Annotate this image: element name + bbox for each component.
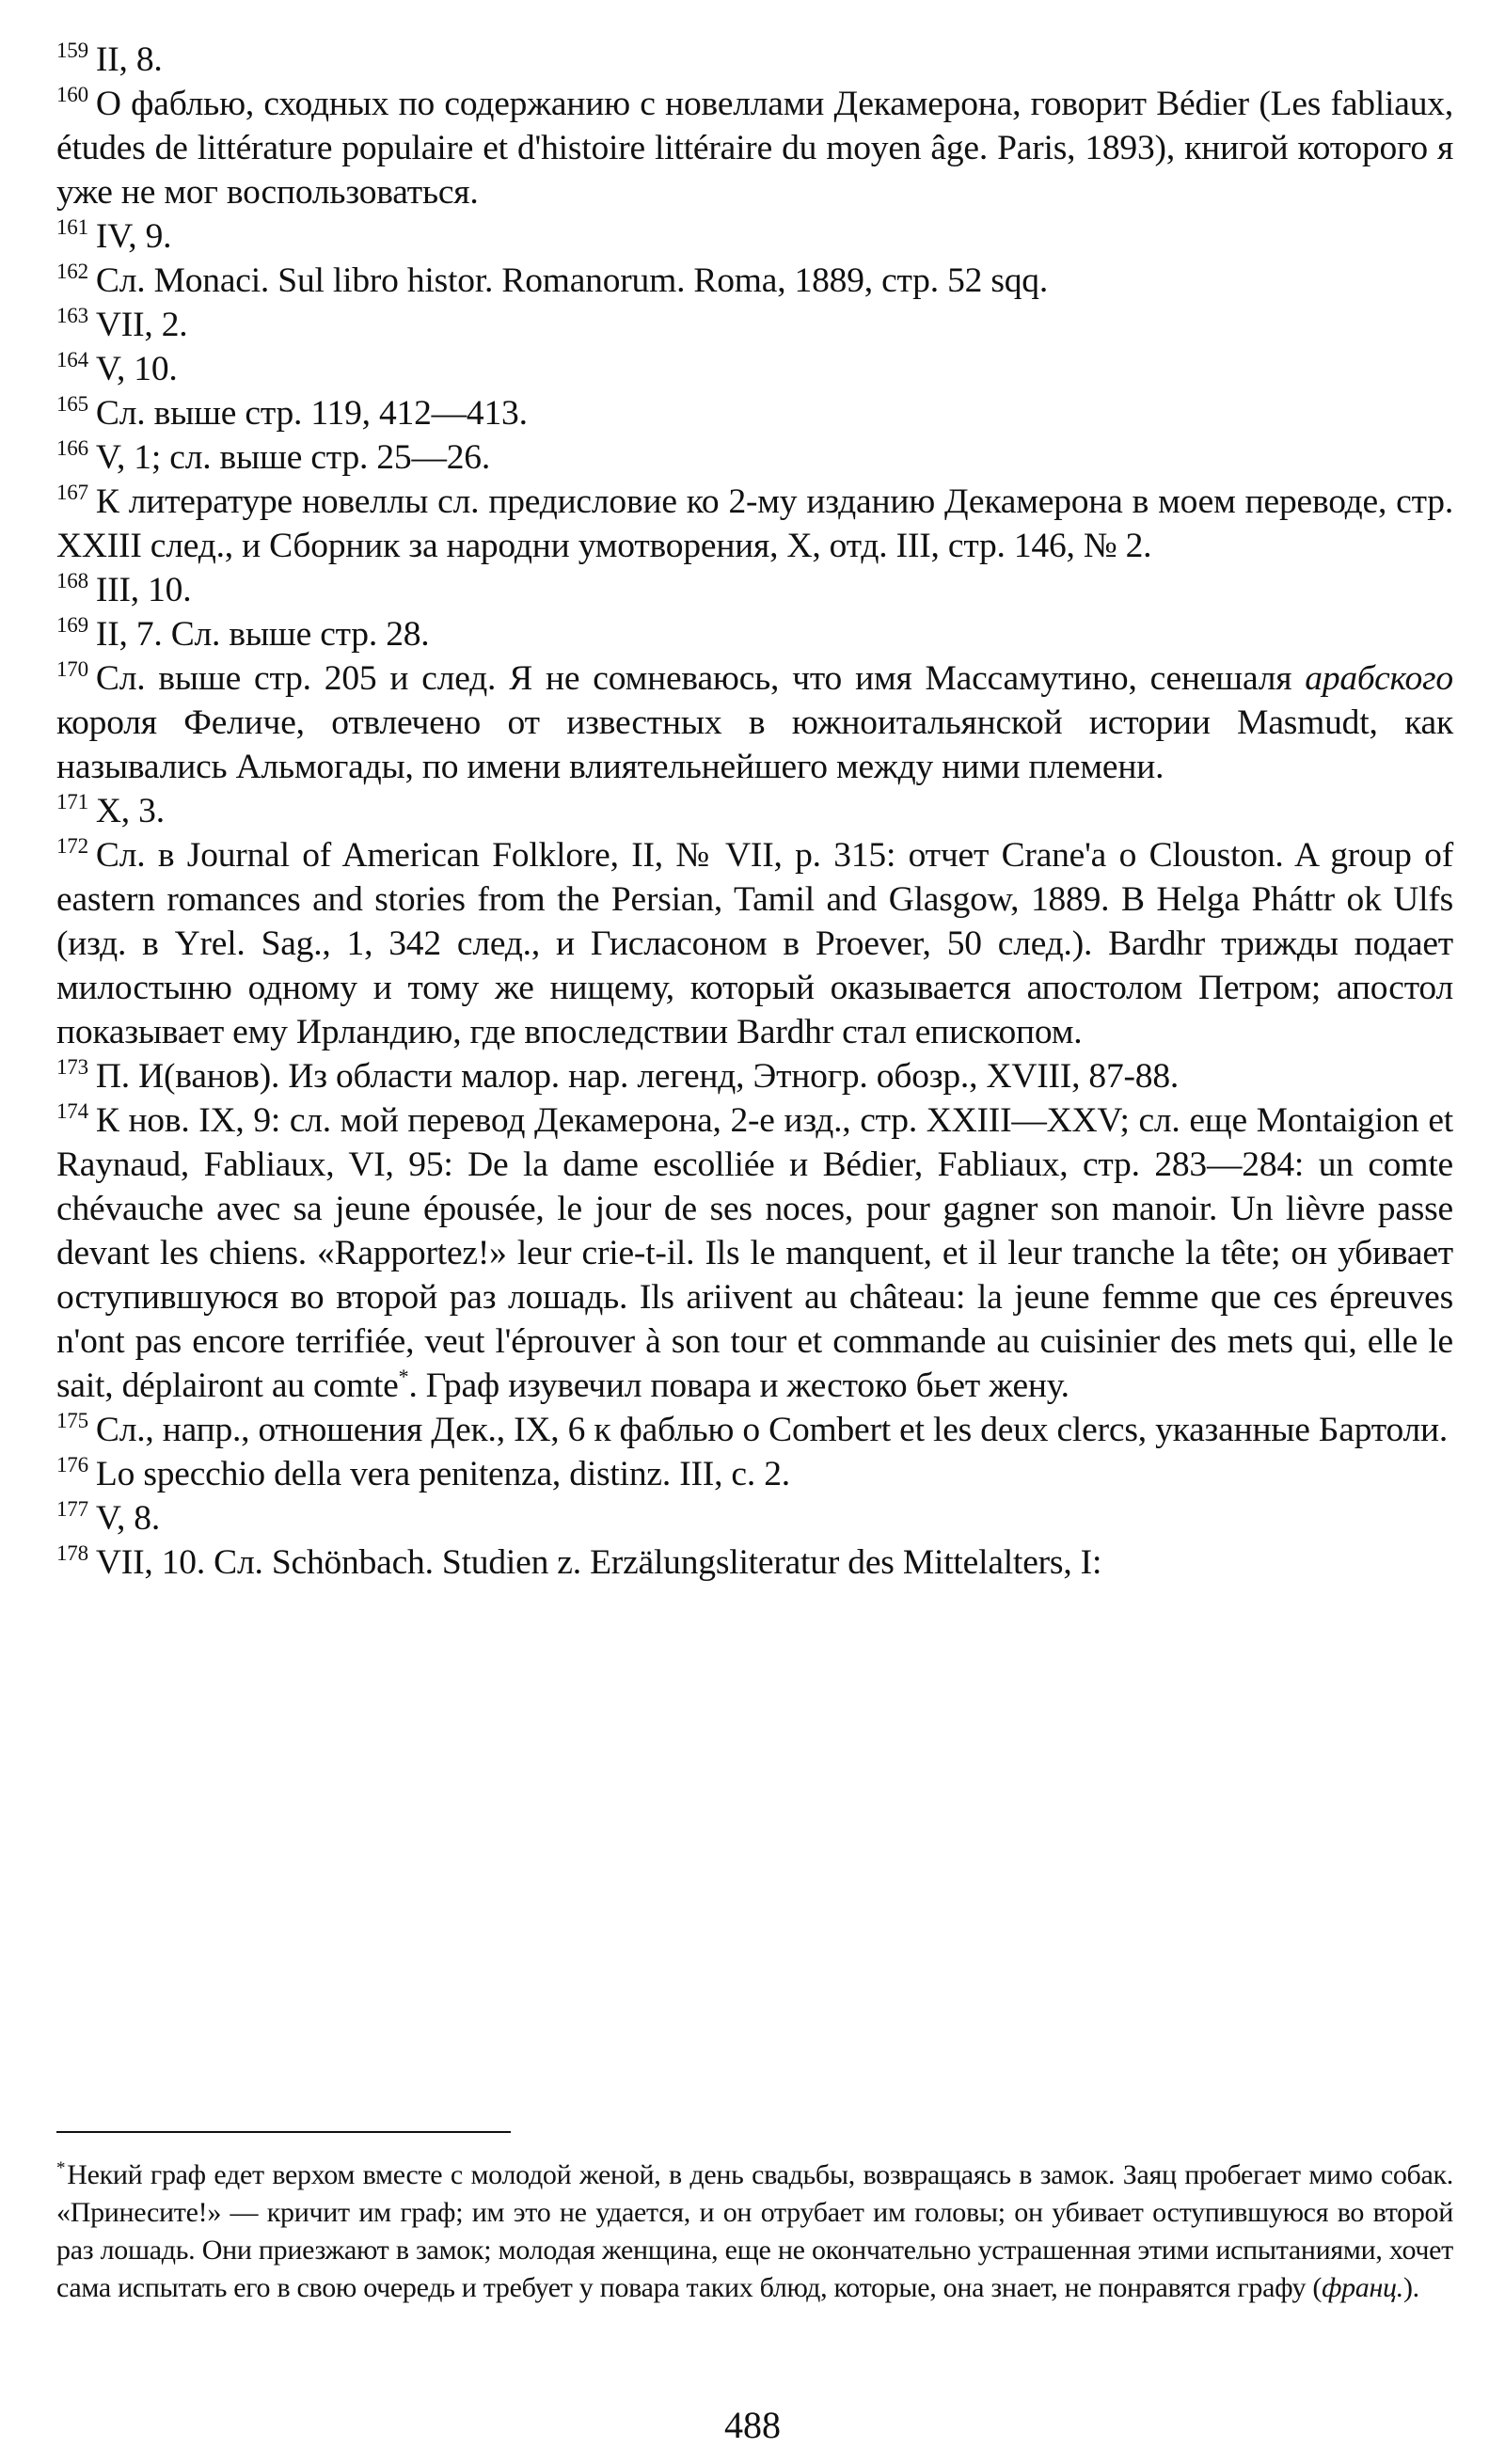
page-number: 488	[724, 2404, 781, 2446]
footnote-text: Некий граф едет верхом вместе с молодой женой, в день свадьбы, возвращаясь в замок. Заяц пробегает мимо собак. «Принесите!» — кричит им граф; им это не удается, и он отрубает им головы; он убивает оступившуюся во второй раз лошадь. Они приезжают в замок; молодая женщина, еще не окончательно устрашенная этими испытаниями, хочет сама испытать его в свою очередь и требует у повара таких блюд, которые, она знает, не понравятся графу (	[56, 2159, 1453, 2303]
endnote-170	[56, 656, 1453, 789]
endnote-text: Сл. выше стр. 205 и след. Я не сомневаюсь, что имя Массамутино, сенешаля	[95, 659, 1306, 698]
endnote-164	[56, 347, 1453, 391]
endnote-number: 159	[56, 39, 88, 62]
endnote-172	[56, 833, 1453, 1054]
endnote-161	[56, 214, 1453, 259]
endnote-168	[56, 568, 1453, 612]
endnote-text: V, 8.	[95, 1499, 161, 1538]
endnote-number: 162	[56, 260, 88, 283]
endnote-italic-word: арабского	[1305, 659, 1453, 698]
endnotes-list	[56, 38, 1453, 1585]
endnote-number: 174	[56, 1099, 88, 1123]
endnote-165	[56, 391, 1453, 435]
endnote-text-continued: . Граф изувечил повара и жестоко бьет жену.	[408, 1366, 1069, 1405]
footnote-italic-abbrev: франц.	[1322, 2272, 1403, 2303]
endnote-163	[56, 303, 1453, 347]
endnote-number: 178	[56, 1541, 88, 1565]
endnote-text: VII, 10. Сл. Schönbach. Studien z. Erzälungsliteratur des Mittelalters, I:	[95, 1543, 1102, 1582]
endnote-number: 165	[56, 392, 88, 416]
endnote-text: Сл., напр., отношения Дек., IX, 6 к фаблью о Combert et les deux clercs, указанные Бартоли.	[95, 1411, 1449, 1449]
page-body	[56, 38, 1453, 1585]
endnote-text: Lo specchio della vera penitenza, distinz. III, c. 2.	[95, 1455, 790, 1493]
endnote-text: Сл. Monaci. Sul libro histor. Romanorum. Roma, 1889, стр. 52 sqq.	[95, 261, 1049, 300]
endnote-171	[56, 789, 1453, 833]
endnote-text: К нов. IX, 9: сл. мой перевод Декамерона, 2-е изд., стр. XXIII—XXV; сл. еще Montaigion et Raynaud, Fabliaux, VI, 95: De la dame escolliée и Bédier, Fabliaux, стр. 283—284: un comte chévauche avec sa jeune épousée, le jour de ses noces, pour gagner son manoir. Un lièvre passe devant les chiens. «Rapportez!» leur crie-t-il. Ils le manquent, et il leur tranche la tête; он убивает оступившуюся во второй раз лошадь. Ils ariivent au château: la jeune femme que ces épreuves n'ont pas encore terrifiée, veut l'éprouver à son tour et commande au cuisinier des mets qui, elle le sait, déplairont au comte	[56, 1101, 1453, 1405]
endnote-number: 164	[56, 348, 88, 371]
endnote-number: 167	[56, 481, 88, 504]
endnote-text: Сл. выше стр. 119, 412—413.	[95, 394, 528, 433]
footnote	[56, 2156, 1453, 2307]
endnote-text: VII, 2.	[95, 306, 188, 344]
endnote-text: К литературе новеллы сл. предисловие ко 2-му изданию Декамерона в моем переводе, стр. XXIII след., и Сборник за народни умотворения, X, отд. III, стр. 146, № 2.	[56, 482, 1453, 565]
endnote-text: IV, 9.	[95, 217, 172, 256]
endnote-number: 163	[56, 304, 88, 327]
endnote-166	[56, 435, 1453, 480]
endnote-number: 166	[56, 436, 88, 460]
endnote-text: III, 10.	[95, 571, 192, 609]
endnote-number: 168	[56, 569, 88, 592]
endnote-text: X, 3.	[95, 792, 165, 830]
endnote-number: 177	[56, 1497, 88, 1521]
endnote-169	[56, 612, 1453, 656]
endnote-number: 171	[56, 790, 88, 813]
endnote-number: 161	[56, 215, 88, 239]
endnote-text: II, 8.	[95, 40, 163, 79]
endnote-text: О фаблью, сходных по содержанию с новеллами Декамерона, говорит Bédier (Les fabliaux, études de littérature populaire et d'histoire littéraire du moyen âge. Paris, 1893), книгой которого я уже не мог воспользоваться.	[56, 85, 1453, 212]
footnote-divider	[56, 2131, 511, 2133]
endnote-number: 169	[56, 613, 88, 637]
endnote-number: 170	[56, 657, 88, 681]
endnote-173	[56, 1054, 1453, 1098]
endnote-176	[56, 1452, 1453, 1496]
endnote-175	[56, 1408, 1453, 1452]
footnote-text-end: ).	[1402, 2272, 1419, 2303]
endnote-number: 176	[56, 1453, 88, 1477]
endnote-text: П. И(ванов). Из области малор. нар. легенд, Этногр. обозр., XVIII, 87-88.	[95, 1057, 1180, 1096]
endnote-159	[56, 38, 1453, 82]
footnote-reference-mark[interactable]: *	[398, 1365, 409, 1388]
endnote-number: 172	[56, 834, 88, 858]
endnote-text: Сл. в Journal of American Folklore, II, № VII, p. 315: отчет Crane'a о Clouston. A group of eastern romances and stories from the Persian, Tamil and Glasgow, 1889. В Helga Pháttr ok Ulfs (изд. в Yrel. Sag., 1, 342 след., и Гисласоном в Proever, 50 след.). Bardhr трижды подает милостыню одному и тому же нищему, который оказывается апостолом Петром; апостол показывает ему Ирландию, где впоследствии Bardhr стал епископом.	[56, 836, 1453, 1051]
footnote-mark: *	[56, 2158, 66, 2178]
endnote-text: V, 1; сл. выше стр. 25—26.	[95, 438, 491, 477]
endnote-number: 175	[56, 1409, 88, 1432]
endnote-162	[56, 259, 1453, 303]
endnote-text-continued: короля Феличе, отвлечено от известных в южноитальянской истории Masmudt, как назывались Альмогады, по имени влиятельнейшего между ними племени.	[56, 703, 1453, 786]
endnote-178	[56, 1540, 1453, 1585]
endnote-number: 173	[56, 1055, 88, 1079]
endnote-174	[56, 1098, 1453, 1408]
endnote-167	[56, 480, 1453, 568]
endnote-177	[56, 1496, 1453, 1540]
endnote-text: V, 10.	[95, 350, 178, 388]
endnote-text: II, 7. Сл. выше стр. 28.	[95, 615, 430, 654]
endnote-160	[56, 82, 1453, 214]
endnote-number: 160	[56, 83, 88, 106]
